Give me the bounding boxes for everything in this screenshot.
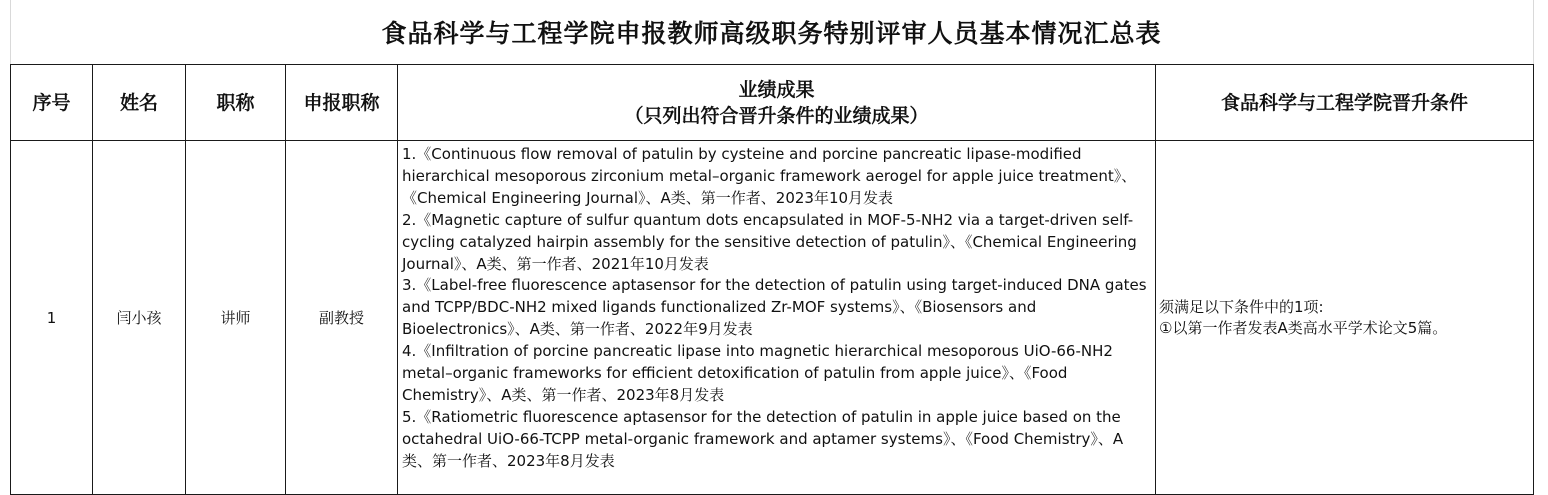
cell-title[interactable]: 讲师: [186, 141, 286, 495]
cell-applied-title[interactable]: 副教授: [286, 141, 398, 495]
cell-index[interactable]: 1: [11, 141, 93, 495]
header-index[interactable]: 序号: [11, 65, 93, 141]
summary-table: [10, 64, 1534, 495]
header-conditions[interactable]: 食品科学与工程学院晋升条件: [1156, 65, 1534, 141]
header-title[interactable]: 职称: [186, 65, 286, 141]
achievement-item: 3.《Label-free fluorescence aptasensor for the detection of patulin using target-induced DNA gates and TCPP/BDC-NH2 mixed ligands functionalized Zr-MOF systems》、《Biosensors and Bioelectronics》、A类、第一作者、2022年9月发表: [402, 276, 1147, 339]
header-achievements[interactable]: [398, 65, 1156, 141]
header-row: [11, 65, 1534, 141]
achievement-item: 5.《Ratiometric fluorescence aptasensor for the detection of patulin in apple juice based on the octahedral UiO-66-TCPP metal-organic framework and aptamer systems》、《Food Chemistry》、A类、第一作者、2023年8月发表: [402, 407, 1124, 470]
achievement-item: 1.《Continuous flow removal of patulin by cysteine and porcine pancreatic lipase-modified hierarchical mesoporous zirconium metal–organic framework aerogel for apple juice treatment》、《Chemical Engineering Journal》、A类、第一作者、2023年10月发表: [402, 145, 1137, 207]
cell-achievements[interactable]: [398, 141, 1156, 495]
cell-conditions[interactable]: [1156, 141, 1534, 495]
header-applied-title[interactable]: 申报职称: [286, 65, 398, 141]
cell-name[interactable]: 闫小孩: [93, 141, 186, 495]
conditions-line: 须满足以下条件中的1项:: [1159, 297, 1324, 316]
achievement-item: 4.《Infiltration of porcine pancreatic lipase into magnetic hierarchical mesoporous UiO-66-NH2 metal–organic frameworks for efficient detoxification of patulin from apple juice》、《Food Chemistry》、A类、第一作者、2023年8月发表: [402, 342, 1113, 404]
table-row: [11, 141, 1534, 495]
achievement-item: 2.《Magnetic capture of sulfur quantum dots encapsulated in MOF-5-NH2 via a target-driven self-cycling catalyzed hairpin assembly for the sensitive detection of patulin》、《Chemical Engineering Journal》、A类、第一作者、2021年10月发表: [402, 210, 1137, 273]
header-achievements-line2: （只列出符合晋升条件的业绩成果）: [624, 104, 929, 127]
sheet-title[interactable]: 食品科学与工程学院申报教师高级职务特别评审人员基本情况汇总表: [381, 19, 1162, 48]
header-achievements-line1: 业绩成果: [738, 78, 815, 101]
header-name[interactable]: 姓名: [93, 65, 186, 141]
conditions-line: ①以第一作者发表A类高水平学术论文5篇。: [1159, 318, 1448, 337]
